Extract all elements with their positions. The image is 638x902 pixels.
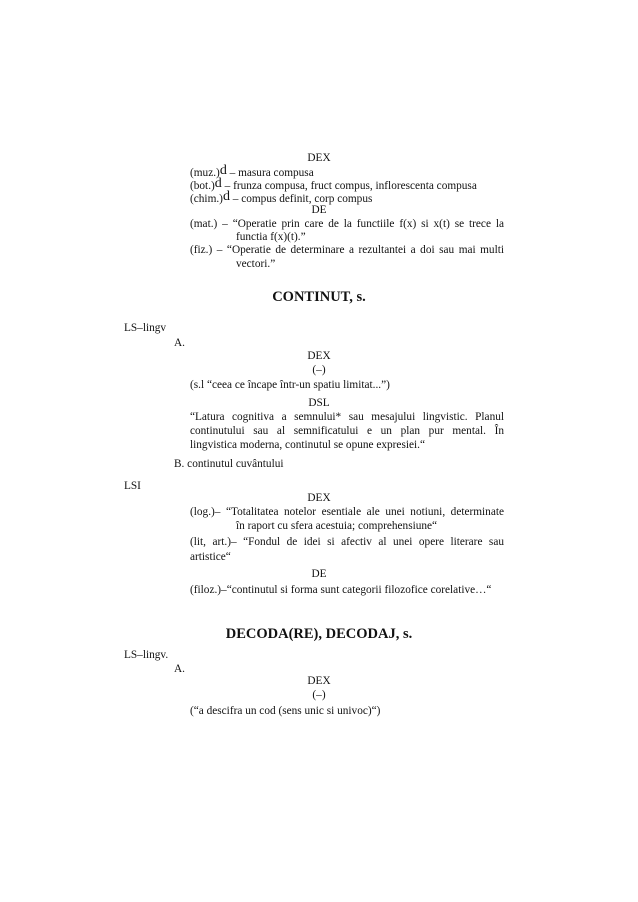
definition-decoda: (“a descifra un cod (sens unic si univoc)“) [190, 705, 381, 717]
entry-chim-prefix: (chim.) [190, 193, 223, 205]
section-label-ls-lingv: LS–lingv. [124, 649, 169, 661]
entry-bot-text: – frunza compusa, fruct compus, inflorescenta compusa [221, 180, 477, 192]
entry-muz-text: – masura compusa [226, 167, 314, 179]
entry-mat-line2: functia f(x)(t).” [236, 231, 306, 243]
source-label-dex: DEX [307, 492, 331, 504]
definition-sl: (s.l “ceea ce încape într-un spatiu limitat...”) [190, 379, 390, 391]
entry-bot [190, 176, 477, 193]
definition-log-line1: (log.)– “Totalitatea notelor esentiale ale unei notiuni, determinate [190, 506, 504, 518]
definition-dsl-line3: lingvistica moderna, continutul se opune expresiei.“ [190, 439, 425, 451]
source-label-dex: DEX [307, 152, 331, 164]
entry-muz-d: d [219, 163, 227, 178]
entry-bot-prefix: (bot.) [190, 180, 215, 192]
subsection-label-b: B. continutul cuvântului [174, 458, 284, 470]
definition-lit-line2: artistice“ [190, 551, 231, 563]
section-label-lsi: LSI [124, 480, 141, 492]
subsection-label-a: A. [174, 337, 185, 349]
definition-log-line2: în raport cu sfera acestuia; comprehensiune“ [236, 520, 438, 532]
definition-dsl-line2: continutului sau al semnificatului e un plan pur mental. În [190, 425, 504, 437]
entry-fiz-line2: vectori.” [236, 258, 276, 270]
definition-lit-line1: (lit, art.)– “Fondul de idei si afectiv al unei opere literare sau [190, 536, 504, 548]
definition-filoz: (filoz.)–“continutul si forma sunt categorii filozofice corelative…“ [190, 584, 492, 596]
source-label-de: DE [311, 204, 327, 216]
entry-chim-d: d [222, 189, 230, 204]
subsection-label-a: A. [174, 663, 185, 675]
source-label-dsl: DSL [308, 397, 330, 409]
source-label-de: DE [311, 568, 327, 580]
empty-definition-dash: (–) [312, 689, 326, 701]
entry-muz-prefix: (muz.) [190, 167, 220, 179]
section-label-ls-lingv: LS–lingv [124, 322, 167, 334]
definition-dsl-line1: “Latura cognitiva a semnului* sau mesajului lingvistic. Planul [190, 411, 504, 423]
entry-muz [190, 163, 314, 180]
source-label-dex: DEX [307, 350, 331, 362]
source-label-dex: DEX [307, 675, 331, 687]
entry-mat-line1: (mat.) – “Operatie prin care de la functiile f(x) si x(t) se trece la [190, 218, 504, 230]
empty-definition-dash: (–) [312, 364, 326, 376]
entry-chim-text: – compus definit, corp compus [229, 193, 373, 205]
headword-continut: CONTINUT, s. [272, 289, 366, 305]
entry-fiz-line1: (fiz.) – “Operatie de determinare a rezultantei a doi sau mai multi [190, 244, 504, 256]
headword-decoda: DECODA(RE), DECODAJ, s. [225, 626, 413, 642]
entry-bot-d: d [214, 176, 222, 191]
